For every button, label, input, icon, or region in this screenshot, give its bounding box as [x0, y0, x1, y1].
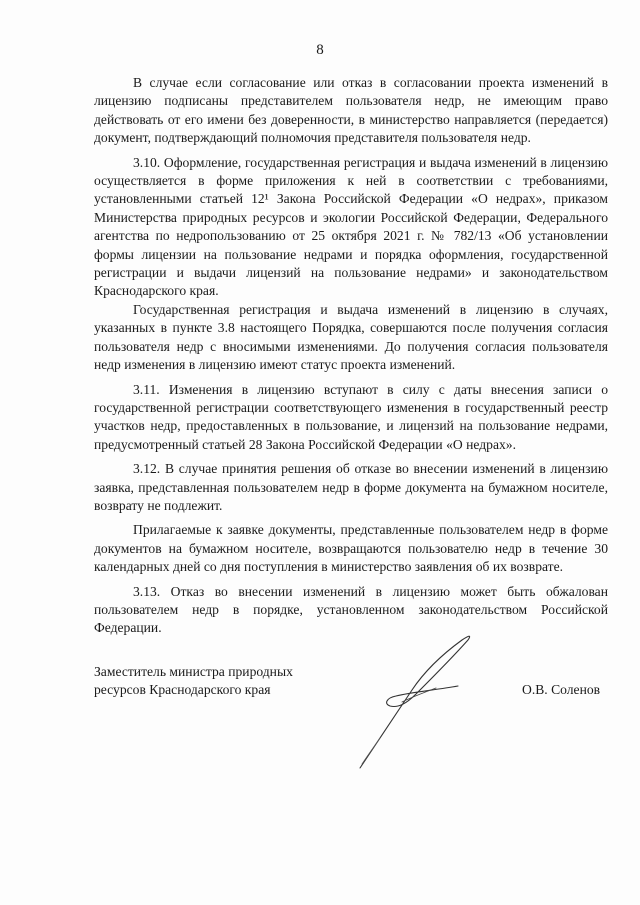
- paragraph-3-13: 3.13. Отказ во внесении изменений в лицензию может быть обжалован пользователем недр в порядке, установленном законодательством Российской Федерации.: [94, 583, 608, 636]
- signatory-position-line-1: Заместитель министра природных: [94, 664, 293, 679]
- paragraph-3-12: 3.12. В случае принятия решения об отказе во внесении изменений в лицензию заявка, представленная пользователем недр в форме документа на бумажном носителе, возврату не подлежит.: [94, 461, 608, 513]
- handwritten-signature: [340, 628, 480, 778]
- document-body: [94, 74, 608, 644]
- paragraph-attached-documents: Прилагаемые к заявке документы, представленные пользователем недр в форме документов на бумажном носителе, возвращаются пользователю недр в течение 30 календарных дней со дня поступления в министерство заявления об их возврате.: [94, 522, 608, 575]
- page-number: 8: [316, 42, 324, 58]
- paragraph-representative-consent: В случае если согласование или отказ в согласовании проекта изменений в лицензию подписаны представителем пользователя недр, не имеющим право действовать от его имени без доверенности, в министерство направляется (передается) документ, подтверждающий полномочия представителя пользователя недр.: [94, 75, 608, 146]
- signatory-position: [94, 663, 354, 700]
- paragraph-state-registration: Государственная регистрация и выдача изменений в лицензию в случаях, указанных в пункте 3.8 настоящего Порядка, совершаются после получения согласия пользователя недр с вносимыми изменениями. До получения согласия пользователя недр изменения в лицензию имеют статус проекта изменений.: [94, 301, 608, 373]
- paragraph-3-11: 3.11. Изменения в лицензию вступают в силу с даты внесения записи о государственной регистрации соответствующего изменения в государственный реестр участков недр, предоставленных в пользование, и лицензий на пользование недрами, предусмотренный статьей 28 Закона Российской Федерации «О недрах».: [94, 381, 608, 452]
- signatory-name: О.В. Соленов: [522, 682, 601, 697]
- signatory-position-line-2: ресурсов Краснодарского края: [94, 682, 271, 698]
- paragraph-3-10: 3.10. Оформление, государственная регистрация и выдача изменений в лицензию осуществляется в форме приложения к ней в соответствии с требованиями, установленными статьей 12¹ Закона Российской Федерации «О недрах», приказом Министерства природных ресурсов и экологии Российской Федерации, Федерального агентства по недропользованию от 25 октября 2021 г. № 782/13 «Об установлении формы лицензии на пользование недрами и порядка оформления, государственной регистрации и выдачи лицензий на пользование недрами» и законодательством Краснодарского края.: [94, 154, 608, 299]
